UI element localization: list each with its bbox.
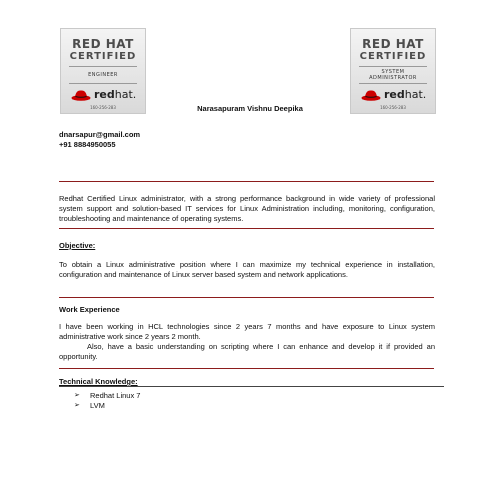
section-divider [59,386,444,387]
badge-brand-line: RED HAT [72,37,134,51]
phone-number: +91 8884950055 [59,140,116,149]
technical-knowledge-heading: Technical Knowledge: [59,377,138,386]
work-experience-heading: Work Experience [59,305,120,314]
badge-role [351,69,435,81]
work-experience-line: Also, have a basic understanding on scripting where I can enhance and develop it if provided an opportunity. [59,342,435,361]
candidate-name: Narasapuram Vishnu Deepika [197,104,303,113]
badge-certified-line: CERTIFIED [359,51,427,62]
badge-divider [69,66,137,67]
work-experience-text [59,322,435,362]
badge-role-line: ENGINEER [88,72,118,78]
certificate-number: 160-256-283 [380,105,406,110]
professional-summary: Redhat Certified Linux administrator, with a strong performance background in wide variety of professional system support and solution-based IT services for Linux Administration including, monitoring, configuration, troubleshooting and maintenance of operating systems. [59,194,435,223]
wordmark-bold: red [384,88,405,101]
badge-divider [359,66,427,67]
rhce-certification-badge [60,28,146,114]
skill-label: LVM [90,401,105,410]
badge-brand-line: RED HAT [362,37,424,51]
badge-divider [359,83,427,84]
badge-role [61,72,145,78]
wordmark-rest: hat. [114,88,137,101]
section-divider [59,368,434,369]
section-divider [59,297,434,298]
certificate-number: 160-256-283 [90,105,116,110]
redhat-wordmark [384,88,426,101]
redhat-fedora-icon [361,89,381,101]
technical-skills-list [74,391,140,411]
work-experience-line: I have been working in HCL technologies since 2 years 7 months and have exposure to Linux system administrative work since 2 years 2 month. [59,322,435,341]
arrow-bullet-icon: ➢ [74,402,80,409]
arrow-bullet-icon: ➢ [74,392,80,399]
wordmark-rest: hat. [404,88,427,101]
rhcsa-certification-badge [350,28,436,114]
badge-divider [69,83,137,84]
badge-role-line: SYSTEM [381,69,405,75]
contact-block [59,130,140,150]
objective-text: To obtain a Linux administrative position where I can maximize my technical experience in installation, configuration and maintenance of Linux server based system and network applications. [59,260,435,279]
list-item [74,391,140,401]
badge-role-line: ADMINISTRATOR [369,75,417,81]
section-divider [59,181,434,182]
skill-label: Redhat Linux 7 [90,391,141,400]
redhat-logo [71,87,137,103]
list-item [74,401,140,411]
redhat-fedora-icon [71,89,91,101]
redhat-logo [361,87,427,103]
redhat-wordmark [94,88,136,101]
badge-certified-line: CERTIFIED [69,51,137,62]
wordmark-bold: red [94,88,115,101]
email-address: dnarsapur@gmail.com [59,130,141,139]
objective-heading: Objective: [59,241,96,250]
section-divider [59,228,434,229]
